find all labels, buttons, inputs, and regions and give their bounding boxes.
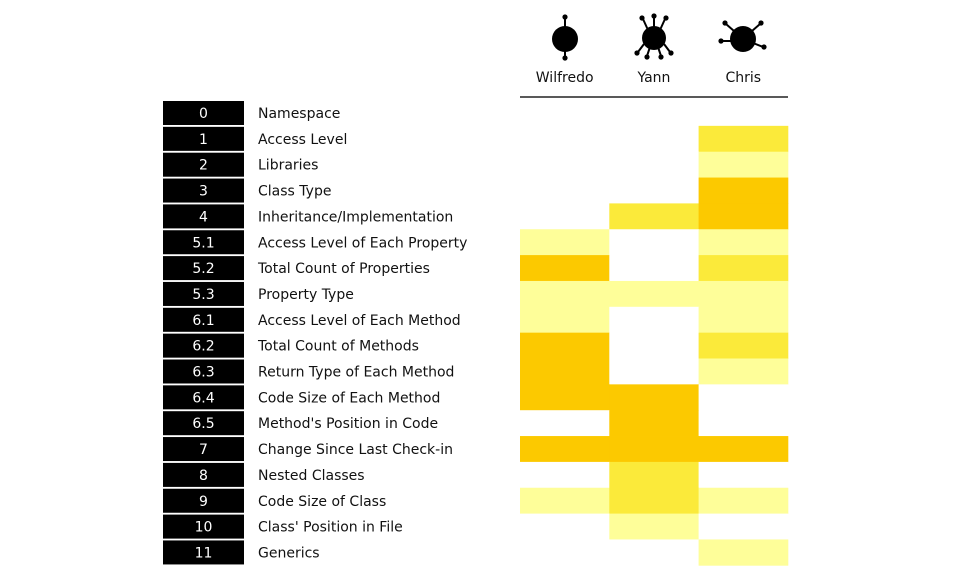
- row-id: 6.3: [192, 364, 215, 381]
- many-tentacle-blob-icon: [634, 13, 673, 59]
- row-label: Class' Position in File: [258, 519, 403, 536]
- heatmap-cell: [520, 203, 610, 229]
- row-label: Class Type: [258, 183, 332, 200]
- row-id: 6.2: [192, 338, 215, 355]
- row-label: Property Type: [258, 286, 354, 303]
- heatmap-cell: [609, 384, 699, 410]
- heatmap-cell: [609, 203, 699, 229]
- heatmap-cell: [520, 410, 610, 436]
- row-id: 11: [194, 545, 213, 562]
- heatmap-cell: [699, 514, 789, 540]
- column-label: Chris: [725, 70, 762, 86]
- heatmap-cell: [520, 255, 610, 281]
- row-label: Access Level of Each Property: [258, 235, 468, 252]
- heatmap-cell: [520, 152, 610, 178]
- heatmap-cell: [699, 281, 789, 307]
- row-id: 6.1: [192, 312, 215, 329]
- row-label: Method's Position in Code: [258, 416, 439, 433]
- row-label: Return Type of Each Method: [258, 364, 455, 381]
- row-id: 5.3: [192, 286, 215, 303]
- heatmap-cell: [699, 255, 789, 281]
- row-label: Nested Classes: [258, 467, 365, 484]
- row-label: Total Count of Properties: [258, 261, 430, 278]
- row-id: 6.5: [192, 416, 215, 433]
- heatmap-cell: [609, 255, 699, 281]
- heatmap-cell: [520, 281, 610, 307]
- heatmap-cell: [699, 203, 789, 229]
- heatmap-cell: [520, 488, 610, 514]
- heatmap-cell: [609, 462, 699, 488]
- row-label: Generics: [258, 545, 320, 562]
- heatmap-cell: [699, 333, 789, 359]
- heatmap-cell: [520, 462, 610, 488]
- heatmap-cell: [520, 229, 610, 255]
- heatmap-cell: [520, 333, 610, 359]
- heatmap-cell: [609, 307, 699, 333]
- heatmap-cell: [609, 229, 699, 255]
- row-id: 1: [199, 131, 208, 148]
- heatmap-cell: [699, 152, 789, 178]
- heatmap-cell: [699, 307, 789, 333]
- heatmap-cell: [520, 178, 610, 204]
- heatmap-cell: [520, 307, 610, 333]
- row-label: Code Size of Each Method: [258, 390, 441, 407]
- row-label: Namespace: [258, 106, 341, 122]
- heatmap-cell: [699, 178, 789, 204]
- row-id: 8: [199, 467, 208, 484]
- row-label: Total Count of Methods: [258, 338, 419, 355]
- row-label: Code Size of Class: [258, 493, 387, 510]
- heatmap-cell: [520, 514, 610, 540]
- heatmap-cell: [699, 384, 789, 410]
- heatmap-cell: [609, 488, 699, 514]
- row-label: Inheritance/Implementation: [258, 209, 454, 226]
- row-id: 2: [199, 157, 208, 174]
- column-labels: [536, 70, 761, 86]
- row-id: 9: [199, 493, 208, 510]
- heatmap-cell: [520, 359, 610, 385]
- row-labels: [257, 106, 467, 561]
- heatmap-cell: [520, 539, 610, 565]
- heatmap-cell: [609, 126, 699, 152]
- heatmap-cell: [520, 126, 610, 152]
- heatmap-cell: [609, 410, 699, 436]
- one-antenna-blob-icon: [552, 14, 578, 60]
- heatmap-cell: [699, 229, 789, 255]
- row-label: Change Since Last Check-in: [258, 442, 453, 459]
- heatmap-cell: [609, 436, 699, 462]
- heatmap-cell: [699, 100, 789, 126]
- row-label: Libraries: [258, 157, 319, 174]
- heatmap-cell: [609, 333, 699, 359]
- heatmap-cell: [609, 359, 699, 385]
- row-id: 0: [199, 106, 208, 122]
- heatmap-cell: [609, 539, 699, 565]
- row-id: 3: [199, 183, 208, 200]
- heatmap-cell: [699, 359, 789, 385]
- heatmap-cell: [609, 281, 699, 307]
- row-id: 7: [199, 442, 208, 459]
- heatmap-cell: [609, 100, 699, 126]
- heatmap-cell: [699, 410, 789, 436]
- heatmap-cells: [520, 100, 788, 566]
- row-id: 6.4: [192, 390, 215, 407]
- row-id: 5.2: [192, 261, 215, 278]
- heatmap-cell: [520, 100, 610, 126]
- column-icons: [552, 13, 767, 60]
- column-label: Wilfredo: [535, 70, 594, 86]
- row-id: 4: [199, 209, 208, 226]
- heatmap-cell: [609, 152, 699, 178]
- heatmap-cell: [699, 488, 789, 514]
- column-label: Yann: [637, 70, 671, 86]
- row-label: Access Level: [258, 131, 348, 148]
- four-antenna-blob-icon: [718, 20, 766, 52]
- row-id: 10: [194, 519, 213, 536]
- heatmap-cell: [520, 384, 610, 410]
- row-id: 5.1: [192, 235, 215, 252]
- heatmap-cell: [699, 436, 789, 462]
- heatmap-cell: [609, 178, 699, 204]
- heatmap-cell: [699, 539, 789, 565]
- heatmap-cell: [520, 436, 610, 462]
- row-id-boxes: [163, 101, 244, 564]
- heatmap-cell: [699, 126, 789, 152]
- heatmap-cell: [699, 462, 789, 488]
- heatmap-cell: [609, 514, 699, 540]
- row-label: Access Level of Each Method: [258, 312, 461, 329]
